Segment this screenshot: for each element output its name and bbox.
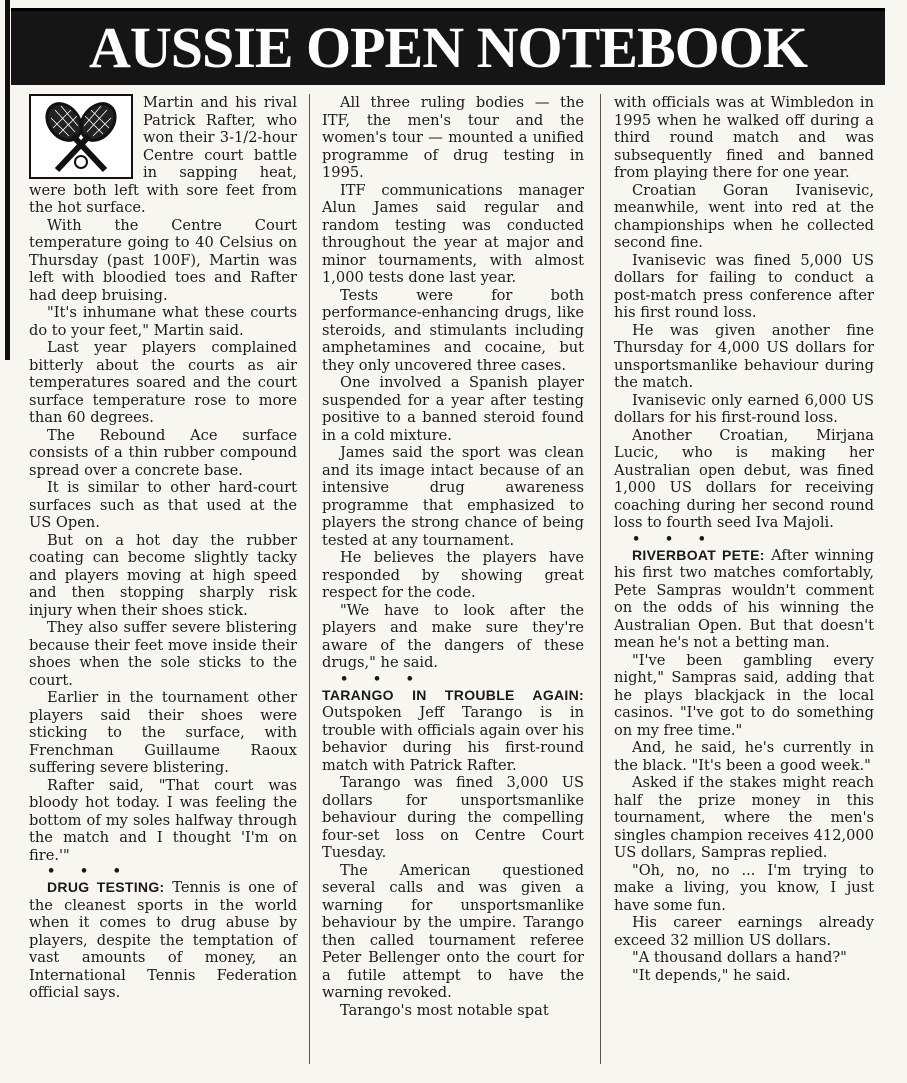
section-kicker: DRUG TESTING:	[47, 879, 165, 895]
article-column-2	[322, 94, 584, 1019]
paragraph: Martin and his rival Patrick Rafter, who won their 3-1/2-hour Centre court battle in sapping heat, were both left with sore feet from the hot surface.	[29, 94, 297, 216]
paragraph: And, he said, he's currently in the black. "It's been a good week."	[614, 739, 874, 774]
paragraph: All three ruling bodies — the ITF, the men's tour and the women's tour — mounted a unified programme of drug testing in 1995.	[322, 94, 584, 181]
paragraph: Last year players complained bitterly about the courts as air temperatures soared and the court surface temperature rose to more than 60 degrees.	[29, 339, 297, 426]
paragraph: Rafter said, "That court was bloody hot today. I was feeling the bottom of my soles halfway through the match and I thought 'I'm on fire.'"	[29, 776, 297, 864]
paragraph: "A thousand dollars a hand?"	[632, 949, 847, 966]
column-divider	[309, 94, 310, 1064]
paragraph: They also suffer severe blistering because their feet move inside their shoes when the sole sticks to the court.	[29, 619, 297, 689]
section-kicker: TARANGO IN TROUBLE AGAIN:	[322, 686, 584, 703]
paragraph: Ivanisevic was fined 5,000 US dollars for failing to conduct a post-match press conference after his first round loss.	[614, 251, 874, 321]
paragraph: "It depends," he said.	[632, 966, 791, 984]
paragraph: It is similar to other hard-court surfaces such as that used at the US Open.	[29, 479, 297, 531]
paragraph: "I've been gambling every night," Sampras said, adding that he plays blackjack in the local casinos. "I've got to do something on my free time."	[614, 651, 874, 739]
paragraph-text: Outspoken Jeff Tarango is in trouble with officials again over his behavior during his first-round match with Patrick Rafter.	[322, 704, 584, 774]
paragraph: Tests were for both performance-enhancing drugs, like steroids, and stimulants including amphetamines and cocaine, but they only uncovered three cases.	[322, 286, 584, 374]
paragraph: "Oh, no, no ... I'm trying to make a living, you know, I just have some fun.	[614, 861, 874, 914]
section-kicker: RIVERBOAT PETE:	[632, 546, 765, 563]
headline: AUSSIE OPEN NOTEBOOK	[88, 15, 808, 80]
paragraph: Another Croatian, Mirjana Lucic, who is making her Australian open debut, was fined 1,000 US dollars for receiving coaching during her second round loss to fourth seed Iva Majoli.	[614, 426, 874, 531]
article-column-1	[29, 94, 297, 1002]
paragraph: But on a hot day the rubber coating can become slightly tacky and players moving at high speed and then stopping sharply risk injury when their shoes stick.	[29, 531, 297, 619]
paragraph: With the Centre Court temperature going to 40 Celsius on Thursday (past 100F), Martin was left with bloodied toes and Rafter had deep bruising.	[29, 216, 297, 304]
paragraph: Tarango's most notable spat	[340, 1001, 549, 1019]
paragraph: with officials was at Wimbledon in 1995 when he walked off during a third round match and was subsequently fined and banned from playing there for one year.	[614, 94, 874, 181]
paragraph: Croatian Goran Ivanisevic, meanwhile, went into red at the championships when he collected second fine.	[614, 181, 874, 251]
paragraph: The Rebound Ace surface consists of a thin rubber compound spread over a concrete base.	[29, 426, 297, 479]
left-border-rule	[5, 0, 10, 360]
paragraph: He was given another fine Thursday for 4,000 US dollars for unsportsmanlike behaviour during the match.	[614, 321, 874, 391]
paragraph: James said the sport was clean and its image intact because of an intensive drug awareness programme that emphasized to players the strong chance of being tested at any tournament.	[322, 444, 584, 549]
paragraph: ITF communications manager Alun James said regular and random testing was conducted throughout the year at major and minor tournaments, with almost 1,000 tests done last year.	[322, 181, 584, 286]
column-divider	[600, 94, 601, 1064]
paragraph	[322, 687, 584, 775]
paragraph: Asked if the stakes might reach half the prize money in this tournament, where the men's singles champion receives 412,000 US dollars, Sampras replied.	[614, 774, 874, 861]
paragraph-text: After winning his first two matches comfortably, Pete Sampras wouldn't comment on the odds of his winning the Australian Open. But that doesn't mean he's not a betting man.	[614, 546, 874, 651]
paragraph: "It's inhumane what these courts do to your feet," Martin said.	[29, 304, 297, 339]
paragraph: He believes the players have responded by showing great respect for the code.	[322, 549, 584, 601]
crossed-tennis-rackets-icon	[29, 94, 133, 179]
headline-banner	[11, 8, 885, 85]
section-separator: • • •	[340, 671, 424, 687]
section-separator: • • •	[632, 531, 716, 547]
paragraph: One involved a Spanish player suspended for a year after testing positive to a banned steroid found in a cold mixture.	[322, 374, 584, 444]
section-separator: • • •	[47, 864, 131, 879]
paragraph: Ivanisevic only earned 6,000 US dollars for his first-round loss.	[614, 391, 874, 426]
paragraph: "We have to look after the players and make sure they're aware of the dangers of these drugs," he said.	[322, 601, 584, 671]
paragraph: Tarango was fined 3,000 US dollars for unsportsmanlike behaviour during the compelling four-set loss on Centre Court Tuesday.	[322, 774, 584, 861]
paragraph	[614, 547, 874, 652]
article-column-3	[614, 94, 874, 984]
paragraph: His career earnings already exceed 32 million US dollars.	[614, 914, 874, 949]
paragraph-text: Tennis is one of the cleanest sports in the world when it comes to drug abuse by players, despite the temptation of vast amounts of money, an International Tennis Federation official says.	[29, 879, 298, 1001]
paragraph: Earlier in the tournament other players said their shoes were sticking to the surface, with Frenchman Guillaume Raoux suffering severe blistering.	[29, 689, 297, 776]
paragraph	[29, 879, 297, 1002]
paragraph: The American questioned several calls and was given a warning for unsportsmanlike behaviour by the umpire. Tarango then called tournament referee Peter Bellenger onto the court for a futile attempt to have the warning revoked.	[322, 861, 584, 1001]
